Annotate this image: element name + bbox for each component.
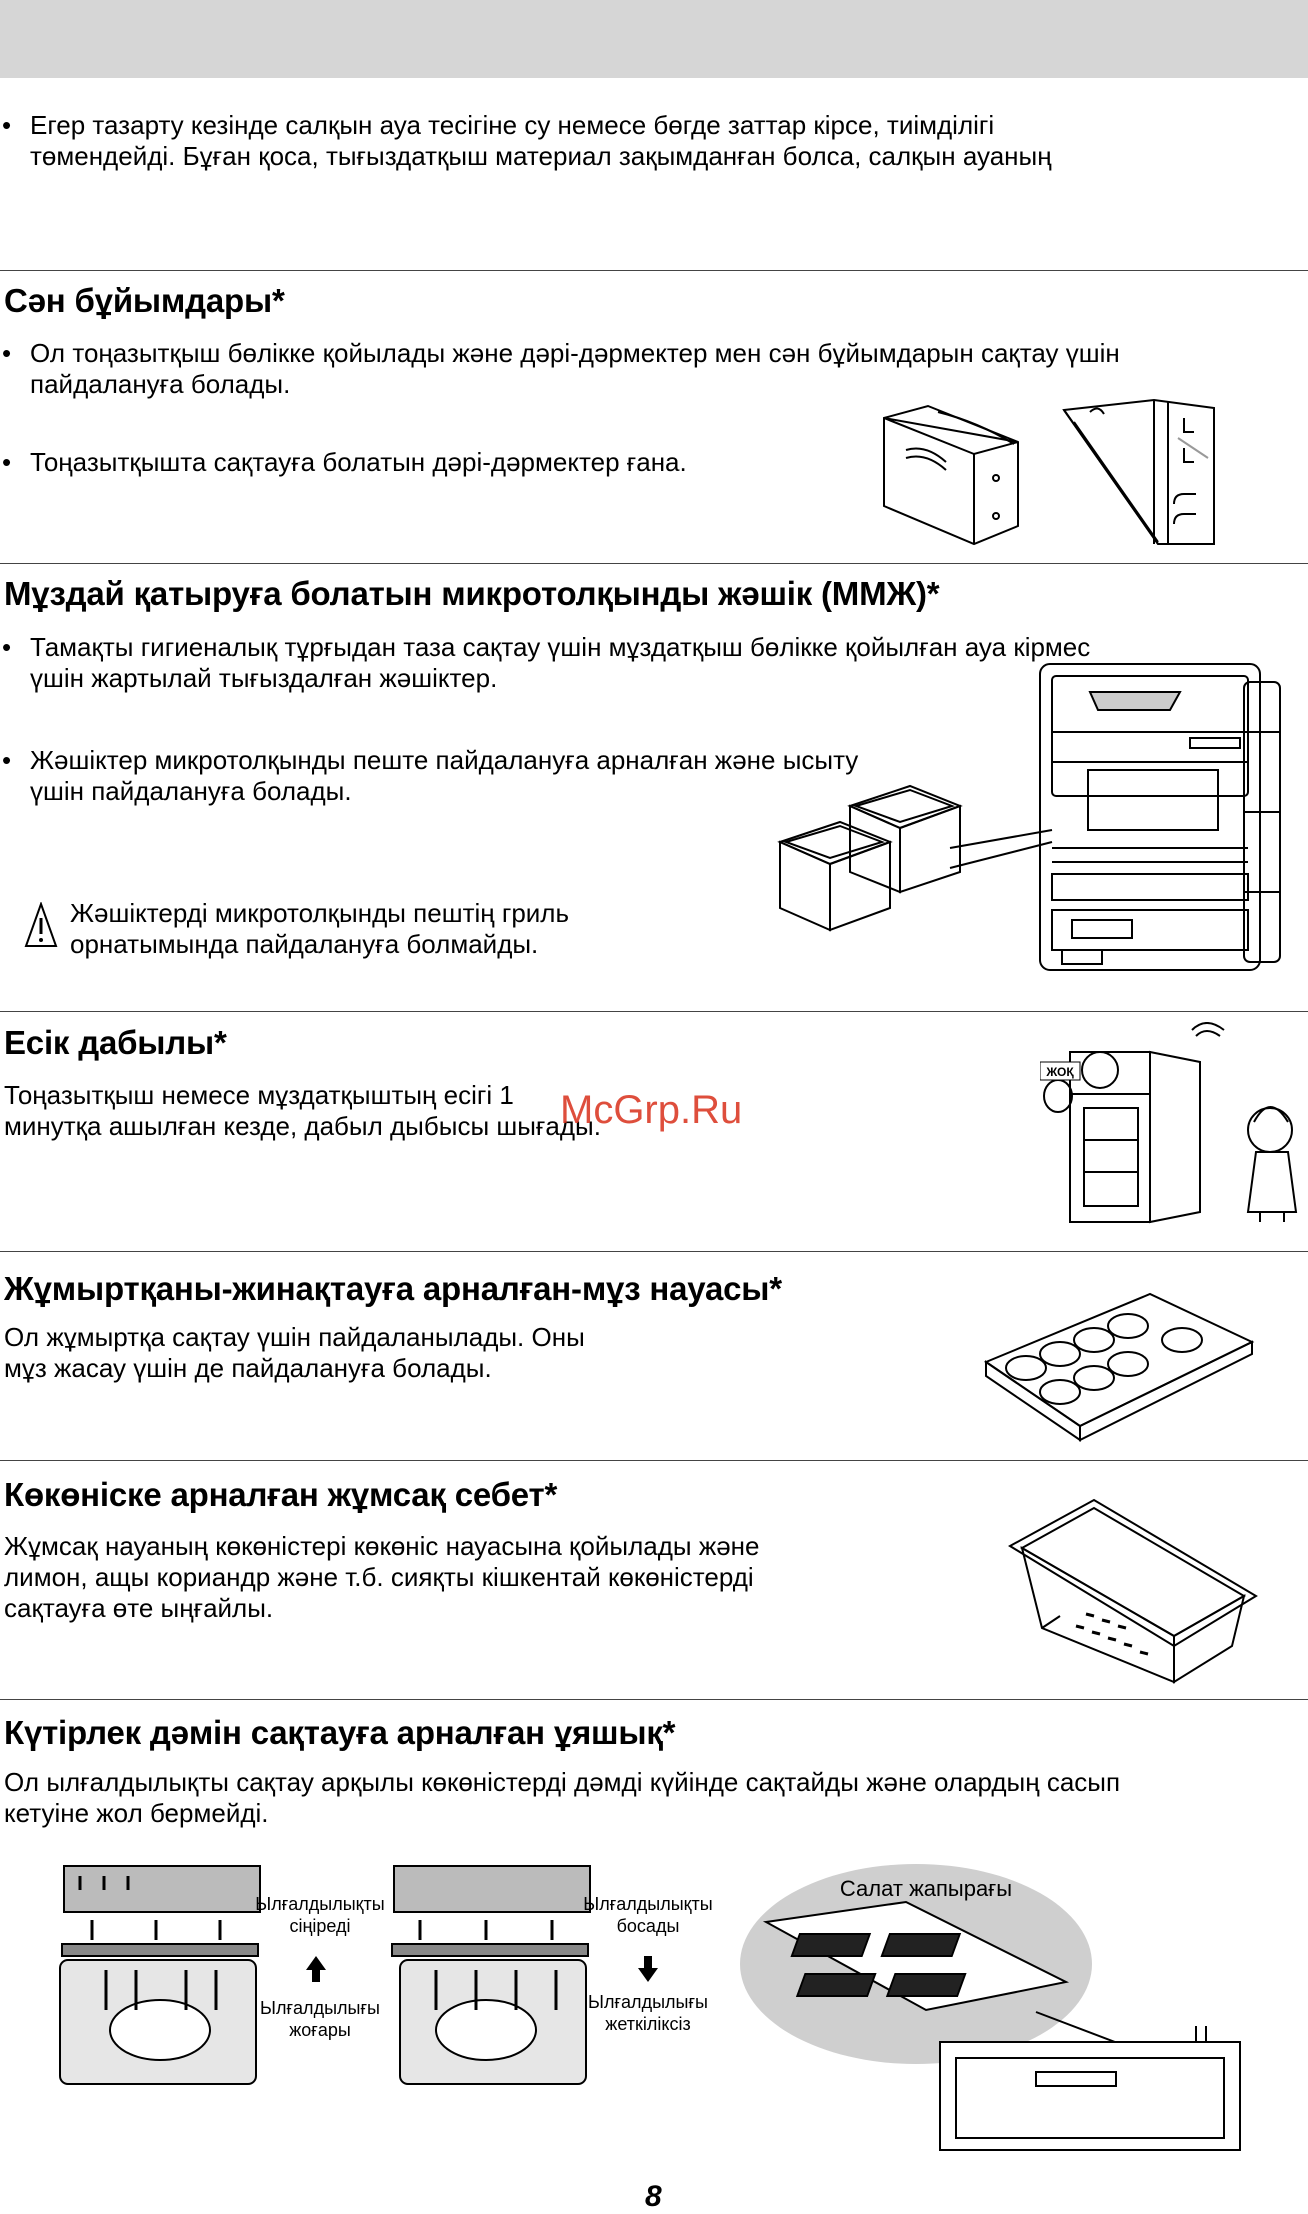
crisper-line-1: Ол ылғалдылықты сақтау арқылы көкөністерді дәмді күйінде сақтайды және олардың сасып (4, 1767, 1121, 1797)
mmj-b1-line-1: Тамақты гигиеналық тұрғыдан таза сақтау үшін мұздатқыш бөлікке қойылған ауа кірмес (30, 632, 1091, 662)
divider (0, 1251, 1308, 1252)
intro-line-1: Егер тазарту кезінде салқын ауа тесігіне су немесе бөгде заттар кірсе, тиімділігі (30, 110, 995, 140)
mmj-warning-line-2: орнатымында пайдалануға болмайды. (70, 929, 539, 959)
crisper-line-2: кетуіне жол бермейді. (4, 1798, 269, 1828)
divider (0, 270, 1308, 271)
section-title-vegetable-basket: Көкөніске арналған жұмсақ себет* (4, 1476, 558, 1513)
crisper-text (4, 1767, 1120, 1829)
door-alarm-line-1: Тоңазытқыш немесе мұздатқыштың есігі 1 (4, 1080, 514, 1110)
mmj-b2-line-1: Жәшіктер микротолқынды пеште пайдалануға арналған және ысыту (30, 745, 859, 775)
mmj-b1-line-2: үшін жартылай тығыздалған жәшіктер. (30, 663, 498, 693)
fig1-top-label-1: Ылғалдылықты (255, 1894, 385, 1914)
vegetable-basket-line-2: лимон, ащы кориандр және т.б. сияқты кішкентай көкөністерді (4, 1562, 754, 1592)
section-title-egg-tray: Жұмыртқаны-жинақтауға арналған-мұз науасы* (4, 1270, 782, 1307)
section-title-microwave-box: Мұздай қатыруға болатын микротолқынды жәшік (ММЖ)* (4, 575, 940, 612)
fig1-top-label-2: сіңіреді (289, 1916, 351, 1936)
mmj-warning (70, 898, 569, 960)
divider (0, 1011, 1308, 1012)
vegetable-basket-illustration (1006, 1496, 1266, 1686)
decor-b2: Тоңазытқышта сақтауға болатын дәрі-дәрмектер ғана. (30, 447, 687, 477)
divider (0, 1699, 1308, 1700)
freezer-boxes-illustration (770, 662, 1290, 978)
door-alarm-illustration (1040, 1022, 1300, 1228)
humidity-diagram (56, 1860, 746, 2100)
page-number: 8 (645, 2180, 662, 2213)
alarm-bubble-text: ЖОҚ (1046, 1065, 1074, 1079)
crisper-lid-illustration (736, 1862, 1296, 2154)
fig1-bottom-label-2: жоғары (289, 2020, 351, 2040)
door-alarm-text (4, 1080, 601, 1142)
section-title-decor-items: Сән бұйымдары* (4, 282, 285, 319)
intro-line-2: төмендейді. Бұған қоса, тығыздатқыш материал зақымданған болса, салқын ауаның (30, 141, 1052, 171)
fig2-bottom-label-2: жеткіліксіз (605, 2014, 691, 2034)
egg-tray-illustration (980, 1290, 1260, 1446)
divider (0, 563, 1308, 564)
divider (0, 1460, 1308, 1461)
vegetable-basket-line-3: сақтауға өте ыңғайлы. (4, 1593, 274, 1623)
egg-tray-line-1: Ол жұмыртқа сақтау үшін пайдаланылады. Оны (4, 1322, 585, 1352)
mmj-b2-line-2: үшін пайдалануға болады. (30, 776, 352, 806)
egg-tray-text (4, 1322, 585, 1384)
vegetable-basket-text (4, 1531, 760, 1624)
door-alarm-line-2: минутқа ашылған кезде, дабыл дыбысы шығады. (4, 1111, 601, 1141)
header-band (0, 0, 1308, 78)
mmj-warning-line-1: Жәшіктерді микротолқынды пештің гриль (70, 898, 570, 928)
section-title-crisper: Күтірлек дәмін сақтауға арналған ұяшық* (4, 1714, 676, 1751)
fig2-top-label-2: босады (616, 1916, 680, 1936)
egg-tray-line-2: мұз жасау үшін де пайдалануға болады. (4, 1353, 492, 1383)
warning-icon (24, 902, 58, 950)
fig2-bottom-label-1: Ылғалдылығы (588, 1992, 708, 2012)
section-title-door-alarm: Есік дабылы* (4, 1024, 227, 1061)
fig2-top-label-1: Ылғалдылықты (583, 1894, 713, 1914)
watermark: McGrp.Ru (560, 1088, 743, 1132)
lettuce-lid-label: Салат жапырағы (839, 1876, 1013, 1901)
decor-b1-line-1: Ол тоңазытқыш бөлікке қойылады және дәрі-дәрмектер мен сән бұйымдарын сақтау үшін (30, 338, 1120, 368)
decor-box-illustration (878, 398, 1298, 558)
decor-b1-line-2: пайдалануға болады. (30, 369, 291, 399)
fig1-bottom-label-1: Ылғалдылығы (260, 1998, 380, 2018)
vegetable-basket-line-1: Жұмсақ науаның көкөністері көкөніс науасына қойылады және (4, 1531, 760, 1561)
